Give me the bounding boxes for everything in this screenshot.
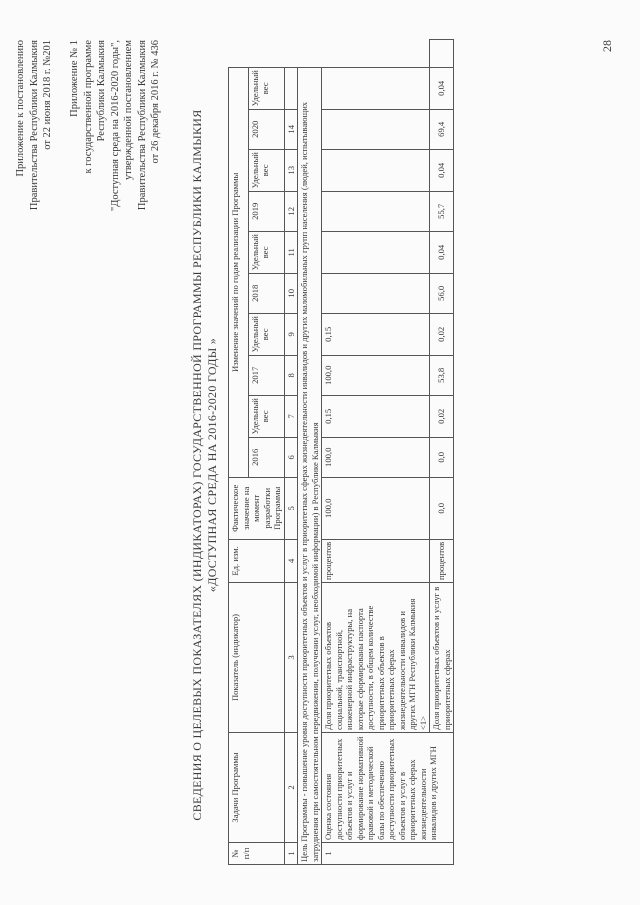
year-2018: 2018 — [248, 273, 284, 313]
value-2017: 53,8 — [430, 355, 454, 395]
indicator-cell: Доля приоритетных объектов и услуг в приоритетных сферах — [430, 583, 454, 733]
weight-2020-value: 0,04 — [430, 67, 454, 109]
col-num: 4 — [284, 539, 298, 582]
value-2018: 56,0 — [430, 273, 454, 313]
unit-cell: процентов — [322, 539, 430, 582]
col-num: 5 — [284, 477, 298, 539]
weight-2019-value: 0,04 — [430, 149, 454, 191]
header-task: Задачи Программы — [229, 733, 285, 843]
header-actual: Фактическое значение на момент разработки Программы — [229, 477, 285, 539]
program-goal: Цель Программы - повышение уровня доступности приоритетных объектов и услуг в приоритетных сферах жизнедеятельности инвалидов и других маломобильных групп населения (людей, испытывающих затруднения при самостоятельном передвижении, получении услуг, необходимой информации) в Республике Калмыкия — [298, 67, 322, 864]
col-num: 6 — [284, 437, 298, 477]
appendix-line: Правительства Республики Калмыкия — [28, 40, 40, 211]
indicator-cell: Доля приоритетных объектов социальной, транспортной, инженерной инфраструктуры, на которые сформированы паспорта доступности, в общем количестве приоритетных объектов в приоритетных сферах жизнедеятельности инвалидов и других МГН Республики Калмыкия <1> — [322, 583, 430, 733]
header-no: № п/п — [229, 843, 285, 865]
col-num: 8 — [284, 355, 298, 395]
appendix-line: от 22 июня 2018 г. №201 — [42, 40, 53, 150]
task-cell: Оценка состояния доступности приоритетных объектов и услуг и формирование нормативной правовой и методической базы по обеспечению доступности приоритетных объектов и услуг в приоритетных сферах жизнедеятельности инвалидов и других МГН — [322, 733, 454, 843]
note-line: "Доступная среда на 2016-2020 годы", — [109, 40, 121, 212]
page-number: 28 — [600, 40, 614, 52]
header-unit: Ед. изм. — [229, 539, 285, 582]
note-line: утвержденной постановлением — [123, 40, 134, 180]
value-2016: 0,0 — [430, 437, 454, 477]
appendix-header — [14, 40, 55, 210]
year-2016: 2016 — [248, 437, 284, 477]
actual-cell: 0,0 — [430, 477, 454, 539]
note-line: Приложение № 1 — [69, 40, 80, 117]
value-2017: 100,0 — [322, 355, 430, 395]
indicators-table — [228, 39, 454, 865]
col-num: 7 — [284, 395, 298, 437]
actual-cell: 100,0 — [322, 477, 430, 539]
year-2020: 2020 — [248, 109, 284, 149]
weight-2019: Удельный вес — [248, 149, 284, 191]
value-2019: 55,7 — [430, 191, 454, 231]
unit-cell: процентов — [430, 539, 454, 582]
col-num: 9 — [284, 313, 298, 355]
note-line: от 26 декабря 2016 г. № 436 — [150, 40, 161, 164]
year-2019: 2019 — [248, 191, 284, 231]
year-2017: 2017 — [248, 355, 284, 395]
row-number: 1 — [322, 843, 454, 865]
weight-2018: Удельный вес — [248, 231, 284, 273]
appendix-line: Приложение к постановлению — [15, 40, 26, 177]
weight-2020: Удельный вес — [248, 67, 284, 109]
col-num: 12 — [284, 191, 298, 231]
col-num: 3 — [284, 583, 298, 733]
weight-2016-value: 0,02 — [430, 395, 454, 437]
col-num: 13 — [284, 149, 298, 191]
header-indicator: Показатель (индикатор) — [229, 583, 285, 733]
value-2016: 100,0 — [322, 437, 430, 477]
col-num: 14 — [284, 109, 298, 149]
value-2020: 69,4 — [430, 109, 454, 149]
note-line: Республики Калмыкия — [96, 40, 107, 142]
col-num: 11 — [284, 231, 298, 273]
program-notes — [68, 40, 163, 211]
header-change: Изменение значений по годам реализации Программы — [229, 67, 249, 477]
col-num: 1 — [284, 843, 298, 865]
document-title — [190, 65, 220, 865]
weight-2016-value: 0,15 — [322, 395, 430, 437]
note-line: к государственной программе — [82, 40, 94, 174]
col-num: 2 — [284, 733, 298, 843]
weight-2018-value: 0,04 — [430, 231, 454, 273]
title-line-1: СВЕДЕНИЯ О ЦЕЛЕВЫХ ПОКАЗАТЕЛЯХ (ИНДИКАТОРАХ) ГОСУДАРСТВЕННОЙ ПРОГРАММЫ РЕСПУБЛИКИ КАЛМЫКИЯ — [190, 109, 204, 821]
weight-2017-value: 0,02 — [430, 313, 454, 355]
note-line: Правительства Республики Калмыкия — [136, 40, 148, 211]
weight-2017: Удельный вес — [248, 313, 284, 355]
weight-2016: Удельный вес — [248, 395, 284, 437]
weight-2017-value: 0,15 — [322, 313, 430, 355]
col-num: 10 — [284, 273, 298, 313]
title-line-2: «ДОСТУПНАЯ СРЕДА НА 2016-2020 ГОДЫ » — [205, 337, 219, 593]
